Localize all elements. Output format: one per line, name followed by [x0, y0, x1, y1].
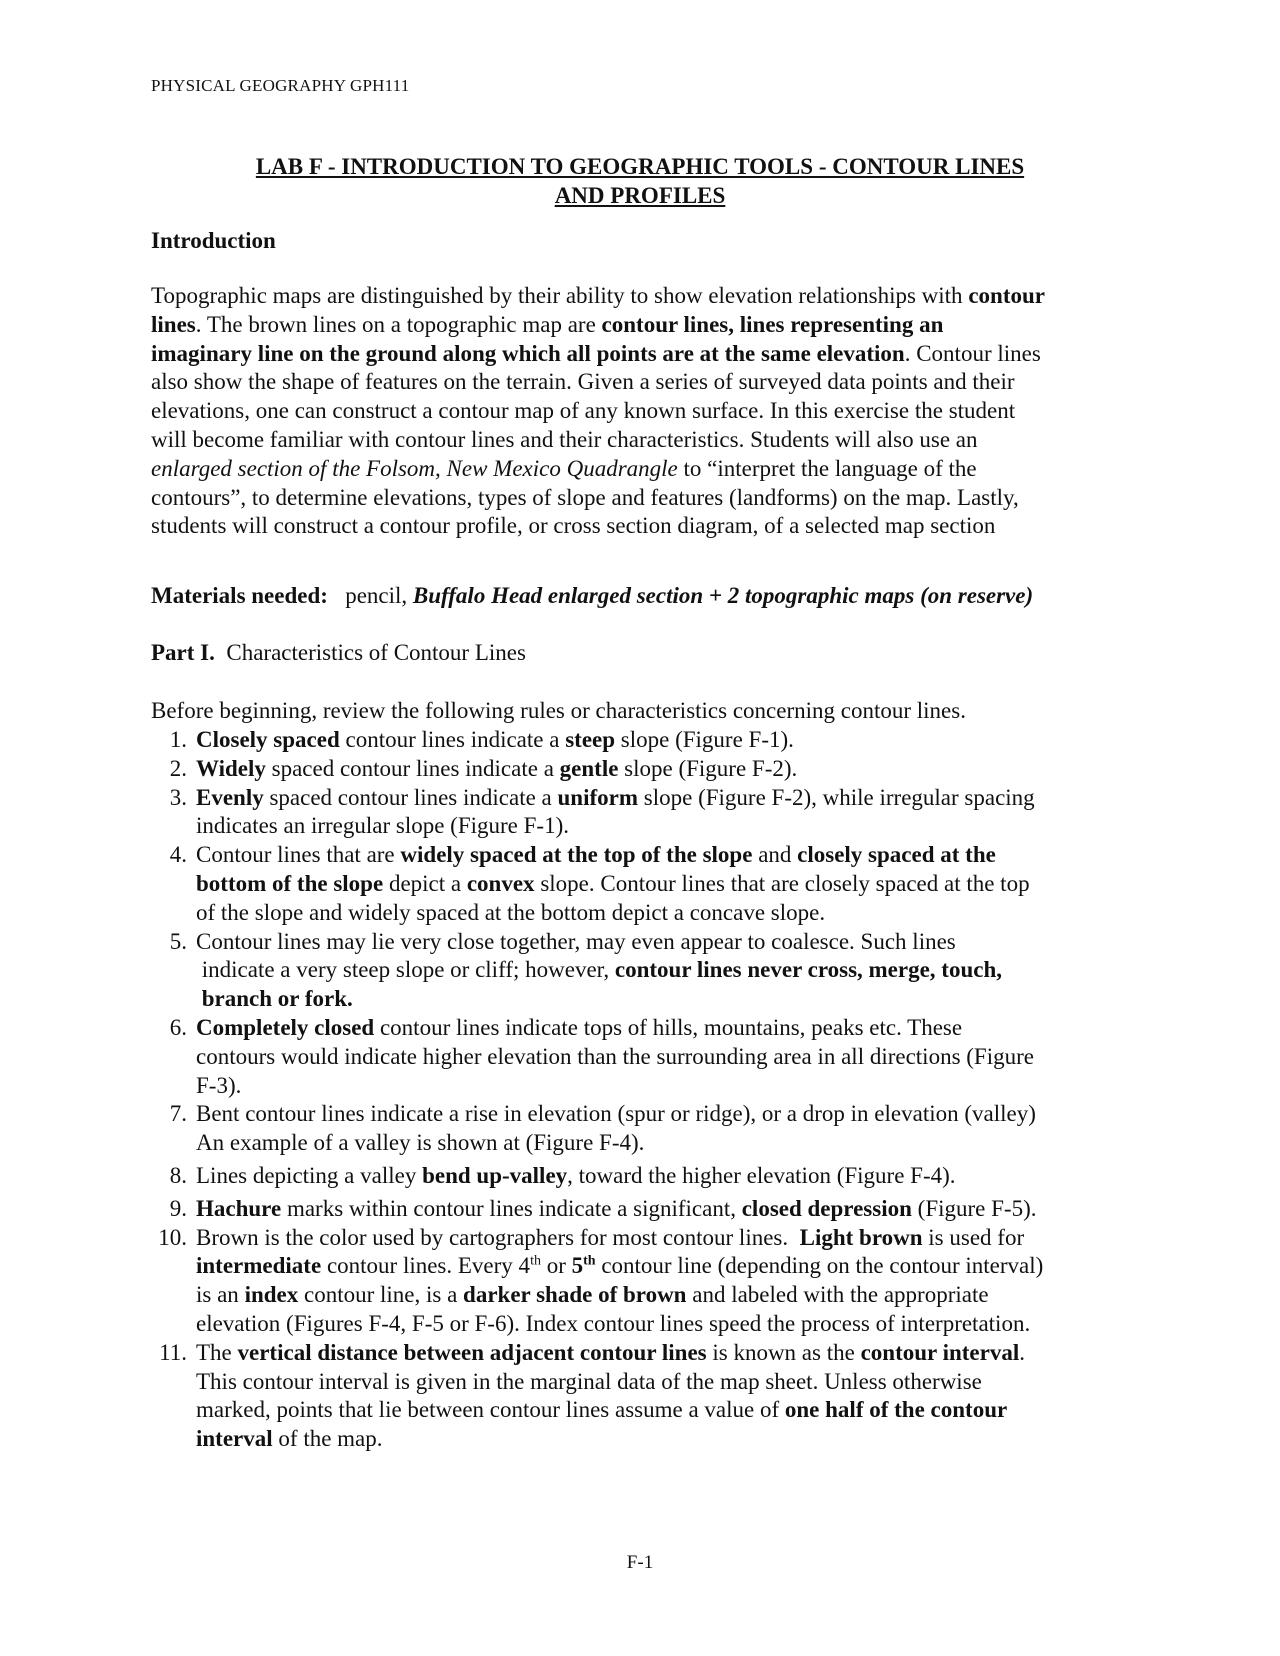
rule-text: An example of a valley is shown at (Figure F-4). — [196, 1130, 645, 1156]
materials-line — [151, 582, 1136, 611]
rule-text: depict a — [383, 870, 467, 896]
rule-item — [151, 841, 1141, 927]
rule-text: is used for — [922, 1224, 1025, 1250]
intro-text: elevations, one can construct a contour map of any known surface. In this exercise the student — [151, 398, 1016, 424]
rule-text: , toward the higher elevation (Figure F-4). — [567, 1162, 956, 1188]
rule-number: 8. — [169, 1162, 187, 1188]
rule-item — [151, 1014, 1141, 1100]
materials-text: pencil, — [327, 583, 413, 608]
rule-bold: intermediate — [196, 1253, 322, 1279]
rule-item — [151, 755, 1141, 784]
rule-text: Contour lines may lie very close together, may even appear to coalesce. Such lines — [196, 928, 956, 954]
rule-item — [151, 726, 1141, 755]
rule-text: and labeled with the appropriate — [686, 1282, 989, 1308]
rule-text: marked, points that lie between contour lines assume a value of — [196, 1397, 785, 1423]
rule-text: of the map. — [272, 1426, 383, 1452]
lab-title-line1: LAB F - INTRODUCTION TO GEOGRAPHIC TOOLS - CONTOUR LINES — [255, 154, 1025, 179]
part1-title: Characteristics of Contour Lines — [214, 640, 526, 665]
rule-bold: widely spaced at the top of the slope — [400, 842, 753, 868]
rule-text: . — [1019, 1339, 1025, 1365]
rule-number: 11. — [159, 1339, 187, 1365]
rule-item — [151, 784, 1141, 842]
rules-list — [151, 726, 1141, 1454]
introduction-heading: Introduction — [151, 228, 276, 253]
rule-bold: gentle — [559, 755, 619, 781]
intro-italic: enlarged section of the Folsom, New Mexico Quadrangle — [151, 455, 678, 481]
rule-text: slope (Figure F-2). — [618, 755, 798, 781]
rule-text: elevation (Figures F-4, F-5 or F-6). Index contour lines speed the process of interpretation. — [196, 1310, 1031, 1336]
rule-text: contours would indicate higher elevation than the surrounding area in all directions (Figure — [196, 1043, 1034, 1069]
rule-item — [151, 1100, 1141, 1158]
intro-bold: imaginary line on the ground along which all points are at the same elevation — [151, 340, 905, 366]
rule-text: contour line, is a — [298, 1282, 464, 1308]
rule-bold: darker shade of brown — [463, 1282, 687, 1308]
intro-text: . The brown lines on a topographic map are — [195, 311, 602, 337]
rule-text: contour lines. Every 4 — [321, 1253, 531, 1279]
introduction-paragraph — [151, 282, 1136, 541]
rule-bold: Widely — [196, 755, 266, 781]
rule-text: contour line (depending on the contour interval) — [595, 1253, 1044, 1279]
rule-number: 2. — [169, 755, 187, 781]
rule-item — [151, 1339, 1141, 1454]
materials-items: Buffalo Head enlarged section + 2 topographic maps (on reserve) — [412, 583, 1034, 608]
rule-text: F-3). — [196, 1072, 242, 1098]
intro-text: will become familiar with contour lines and their characteristics. Students will also use an — [151, 426, 978, 452]
course-header: PHYSICAL GEOGRAPHY GPH111 — [151, 76, 410, 95]
intro-text: students will construct a contour profile, or cross section diagram, of a selected map section — [151, 513, 996, 539]
rule-bold: convex — [466, 870, 535, 896]
rule-bold: branch or fork. — [196, 986, 353, 1012]
rule-bold: Evenly — [196, 784, 264, 810]
rule-bold: index — [244, 1282, 299, 1308]
page-number: F-1 — [626, 1552, 654, 1573]
rule-number: 6. — [169, 1014, 187, 1040]
rule-number: 1. — [169, 727, 187, 752]
intro-text: . Contour lines — [904, 340, 1041, 366]
rule-item — [151, 1162, 1141, 1191]
rule-text: and — [752, 842, 798, 868]
rule-bold: vertical distance between adjacent contour lines — [237, 1339, 707, 1365]
lab-title-line2: AND PROFILES — [554, 183, 726, 208]
rule-text: slope (Figure F-1). — [615, 727, 794, 752]
rule-item — [151, 1195, 1141, 1224]
rule-bold: Completely closed — [196, 1014, 375, 1040]
rule-bold: steep — [565, 727, 616, 752]
rule-bold: 5 — [571, 1253, 584, 1279]
part1-heading — [151, 639, 1136, 668]
rule-text: or — [540, 1253, 572, 1279]
part1-label: Part I. — [151, 640, 215, 665]
rule-item — [151, 1224, 1141, 1339]
rule-text: spaced contour lines indicate a — [263, 784, 558, 810]
rule-number: 10. — [158, 1224, 187, 1250]
rule-text: spaced contour lines indicate a — [265, 755, 560, 781]
rule-number: 3. — [169, 784, 187, 810]
intro-bold: contour lines, lines representing an — [601, 311, 944, 337]
rule-text: Bent contour lines indicate a rise in elevation (spur or ridge), or a drop in elevation (valley) — [196, 1101, 1036, 1127]
intro-text: contours”, to determine elevations, types of slope and features (landforms) on the map. Lastly, — [151, 484, 1019, 510]
rule-text: indicate a very steep slope or cliff; however, — [196, 957, 615, 983]
rule-number: 7. — [169, 1101, 187, 1127]
intro-bold: contour — [968, 283, 1045, 308]
rule-text: is known as the — [706, 1339, 861, 1365]
rule-bold: uniform — [557, 784, 639, 810]
rule-bold: closed depression — [741, 1195, 912, 1221]
rule-text: Contour lines that are — [196, 842, 401, 868]
rule-number: 5. — [169, 928, 187, 954]
intro-text: to “interpret the language of the — [677, 455, 977, 481]
lab-title — [151, 152, 1129, 210]
rule-text: slope. Contour lines that are closely spaced at the top — [534, 870, 1030, 896]
rule-text: contour lines indicate tops of hills, mountains, peaks etc. These — [374, 1014, 963, 1040]
rule-item — [151, 928, 1141, 1014]
rule-text: This contour interval is given in the marginal data of the map sheet. Unless otherwise — [196, 1368, 982, 1394]
rule-text: contour lines indicate a — [339, 727, 566, 752]
rule-number: 9. — [169, 1195, 187, 1221]
rule-bold: bottom of the slope — [196, 870, 384, 896]
rule-text: Brown is the color used by cartographers for most contour lines. — [196, 1224, 800, 1250]
rule-superscript: th — [583, 1253, 596, 1269]
rule-text: (Figure F-5). — [911, 1195, 1037, 1221]
rule-text: marks within contour lines indicate a significant, — [281, 1195, 742, 1221]
rule-bold: Closely spaced — [196, 727, 340, 752]
rule-text: Lines depicting a valley — [196, 1162, 423, 1188]
rule-bold: contour lines never cross, merge, touch, — [614, 957, 1003, 983]
rule-bold: interval — [196, 1426, 273, 1452]
rule-superscript: th — [530, 1253, 541, 1269]
rule-text: The — [196, 1339, 238, 1365]
rule-bold: one half of the contour — [784, 1397, 1008, 1423]
rule-bold: contour interval — [860, 1339, 1020, 1365]
rule-number: 4. — [169, 842, 187, 868]
materials-label: Materials needed: — [151, 583, 328, 608]
rule-bold: Hachure — [196, 1195, 282, 1221]
rule-text: slope (Figure F-2), while irregular spacing — [638, 784, 1035, 810]
intro-bold: lines — [151, 311, 196, 337]
intro-text: also show the shape of features on the terrain. Given a series of surveyed data points and their — [151, 369, 1015, 395]
rules-intro: Before beginning, review the following rules or characteristics concerning contour lines. — [151, 698, 966, 723]
intro-text: Topographic maps are distinguished by their ability to show elevation relationships with — [151, 283, 969, 308]
rule-text: indicates an irregular slope (Figure F-1). — [196, 813, 569, 839]
rule-bold: closely spaced at the — [797, 842, 996, 868]
rule-text: of the slope and widely spaced at the bottom depict a concave slope. — [196, 899, 826, 925]
rule-bold: Light brown — [799, 1224, 923, 1250]
rule-bold: bend up-valley — [422, 1162, 568, 1188]
rule-text: is an — [196, 1282, 245, 1308]
